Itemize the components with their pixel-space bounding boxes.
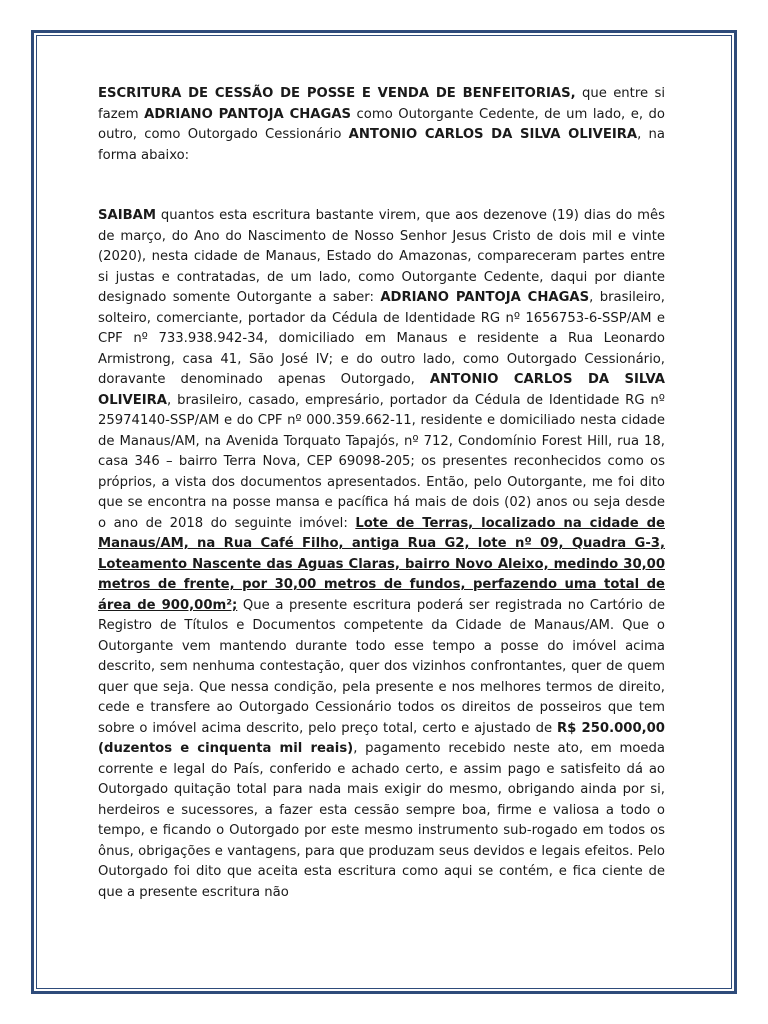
document-body [98, 84, 665, 903]
body-text-1: quantos esta escritura bastante virem, que aos dezenove (19) dias do mês de março, do Ano do Nascimento de Nosso Senhor Jesus Cristo de dois mil e vinte (2020), nesta cidade de Manaus, Estado do Amazonas, compareceram partes entre si justas e contratadas, de um lado, como Outorgante Cedente, daqui por diante designado somente Outorgante a saber: [98, 208, 665, 305]
main-paragraph [98, 206, 665, 903]
outorgado-name-body: ANTONIO CARLOS DA SILVA OLIVEIRA [98, 372, 665, 408]
outorgante-name-body: ADRIANO PANTOJA CHAGAS [380, 290, 590, 305]
saibam-word: SAIBAM [98, 208, 156, 223]
intro-paragraph [98, 84, 665, 166]
intro-text-3: , na forma abaixo: [98, 127, 665, 163]
outorgante-name: ADRIANO PANTOJA CHAGAS [144, 106, 352, 122]
body-text-3: , brasileiro, casado, empresário, portador da Cédula de Identidade RG nº 25974140-SSP/AM e do CPF nº 000.359.662-11, residente e domiciliado nesta cidade de Manaus/AM, na Avenida Torquato Tapajós, nº 712, Condomínio Forest Hill, rua 18, casa 346 – bairro Terra Nova, CEP 69098-205; os presentes reconhecidos como os próprios, a vista dos documentos apresentados. Então, pelo Outorgante, me foi dito que se encontra na posse mansa e pacífica há mais de dois (02) anos ou seja desde o ano de 2018 do seguinte imóvel: [98, 392, 665, 531]
body-text-2: , brasileiro, solteiro, comerciante, portador da Cédula de Identidade RG nº 1656753-6-SSP/AM e CPF nº 733.938.942-34, domiciliado em Manaus e residente a Rua Leonardo Armistrong, casa 41, São José IV; e do outro lado, como Outorgado Cessionário, doravante denominado apenas Outorgado, [98, 290, 665, 387]
property-description: Lote de Terras, localizado na cidade de Manaus/AM, na Rua Café Filho, antiga Rua G2, lote nº 09, Quadra G-3, Loteamento Nascente das Aguas Claras, bairro Novo Aleixo, medindo 30,00 metros de frente, por 30,00 metros de fundos, perfazendo uma total de área de 900,00m²; [98, 515, 665, 613]
body-text-4: Que a presente escritura poderá ser registrada no Cartório de Registro de Títulos e Documentos competente da Cidade de Manaus/AM. Que o Outorgante vem mantendo durante todo esse tempo a posse do imóvel acima descrito, sem nenhuma contestação, quer dos vizinhos confrontantes, quer de quem quer que seja. Que nessa condição, pela presente e nos melhores termos de direito, cede e transfere ao Outorgado Cessionário todos os direitos de posseiros que tem sobre o imóvel acima descrito, pelo preço total, certo e ajustado de [98, 597, 665, 736]
body-text-5: , pagamento recebido neste ato, em moeda corrente e legal do País, conferido e achado certo, e assim pago e satisfeito dá ao Outorgado quitação total para nada mais exigir do mesmo, obrigando ainda por si, herdeiros e sucessores, a fazer esta cessão sempre boa, firme e valiosa a todo o tempo, e ficando o Outorgado por este mesmo instrumento sub-rogado em todos os ônus, obrigações e vantagens, para que produzam seus devidos e legais efeitos. Pelo Outorgado foi dito que aceita esta escritura como aqui se contém, e fica ciente de que a presente escritura não [98, 741, 665, 900]
price-amount: R$ 250.000,00 (duzentos e cinquenta mil reais) [98, 720, 665, 756]
intro-text-2: como Outorgante Cedente, de um lado, e, do outro, como Outorgado Cessionário [98, 106, 665, 142]
intro-text-1: que entre si fazem [98, 86, 665, 122]
intro-title: ESCRITURA DE CESSÃO DE POSSE E VENDA DE BENFEITORIAS, [98, 86, 576, 101]
outorgado-name: ANTONIO CARLOS DA SILVA OLIVEIRA [348, 127, 638, 142]
